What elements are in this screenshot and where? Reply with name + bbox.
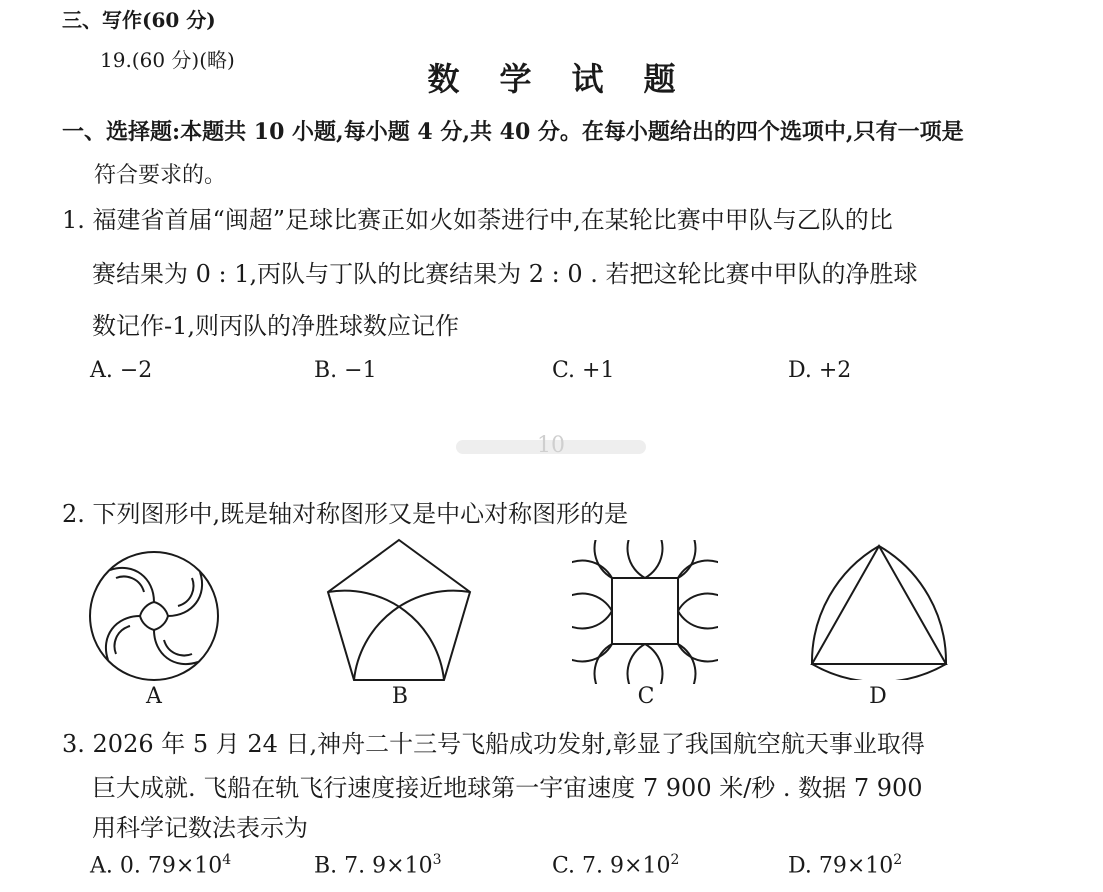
title-char: 试 <box>571 60 604 98</box>
q1-option-b: B. −1 <box>314 358 377 383</box>
q1-line1: 1. 福建省首届“闽超”足球比赛正如火如荼进行中,在某轮比赛中甲队与乙队的比 <box>62 206 893 234</box>
q1-option-d: D. +2 <box>788 358 852 383</box>
figure-d-label: D <box>869 684 887 709</box>
title-char: 题 <box>643 60 676 98</box>
question-19: 19.(60 分)(略) <box>100 48 235 72</box>
figure-a-label: A <box>146 684 162 709</box>
q3-line1: 3. 2026 年 5 月 24 日,神舟二十三号飞船成功发射,彰显了我国航空航天事业取得 <box>62 730 925 758</box>
q2-stem: 2. 下列图形中,既是轴对称图形又是中心对称图形的是 <box>62 500 629 528</box>
q1-line3: 数记作-1,则丙队的净胜球数应记作 <box>92 312 460 340</box>
figure-d-reuleaux-triangle <box>806 540 952 680</box>
q3-line2: 巨大成就. 飞船在轨飞行速度接近地球第一宇宙速度 7 900 米/秒 . 数据 7 900 <box>92 774 923 802</box>
svg-text:10: 10 <box>537 433 565 456</box>
q1-line2: 赛结果为 0 : 1,丙队与丁队的比赛结果为 2 : 0 . 若把这轮比赛中甲队的净胜球 <box>92 260 918 288</box>
figure-b-label: B <box>391 684 409 709</box>
title-char: 数 <box>427 60 460 98</box>
watermark <box>456 430 646 456</box>
figure-b-pentagon <box>324 536 474 684</box>
figure-c-square-petals <box>572 540 718 684</box>
title-char: 学 <box>499 60 532 98</box>
q3-option-a: A. 0. $79\times 10^4$ <box>90 852 232 879</box>
q3-option-c: C. 7. $9\times 10^2$ <box>552 852 680 879</box>
q3-line3: 用科学记数法表示为 <box>92 814 308 842</box>
figure-c-label: C <box>637 684 655 709</box>
section1-instructions-cont: 符合要求的。 <box>94 163 227 188</box>
q3-option-b: B. 7. $9\times 10^3$ <box>314 852 442 879</box>
prev-section-heading: 三、写作(60 分) <box>62 8 216 32</box>
figure-a-pinwheel <box>86 548 222 684</box>
q3-option-d: D. $79\times 10^2$ <box>788 852 903 879</box>
section1-instructions: 一、选择题:本题共 10 小题,每小题 4 分,共 40 分。在每小题给出的四个选项中,只有一项是 <box>62 119 964 145</box>
page-title <box>0 54 1103 100</box>
q1-option-a: A. −2 <box>90 358 153 383</box>
q1-option-c: C. +1 <box>552 358 615 383</box>
